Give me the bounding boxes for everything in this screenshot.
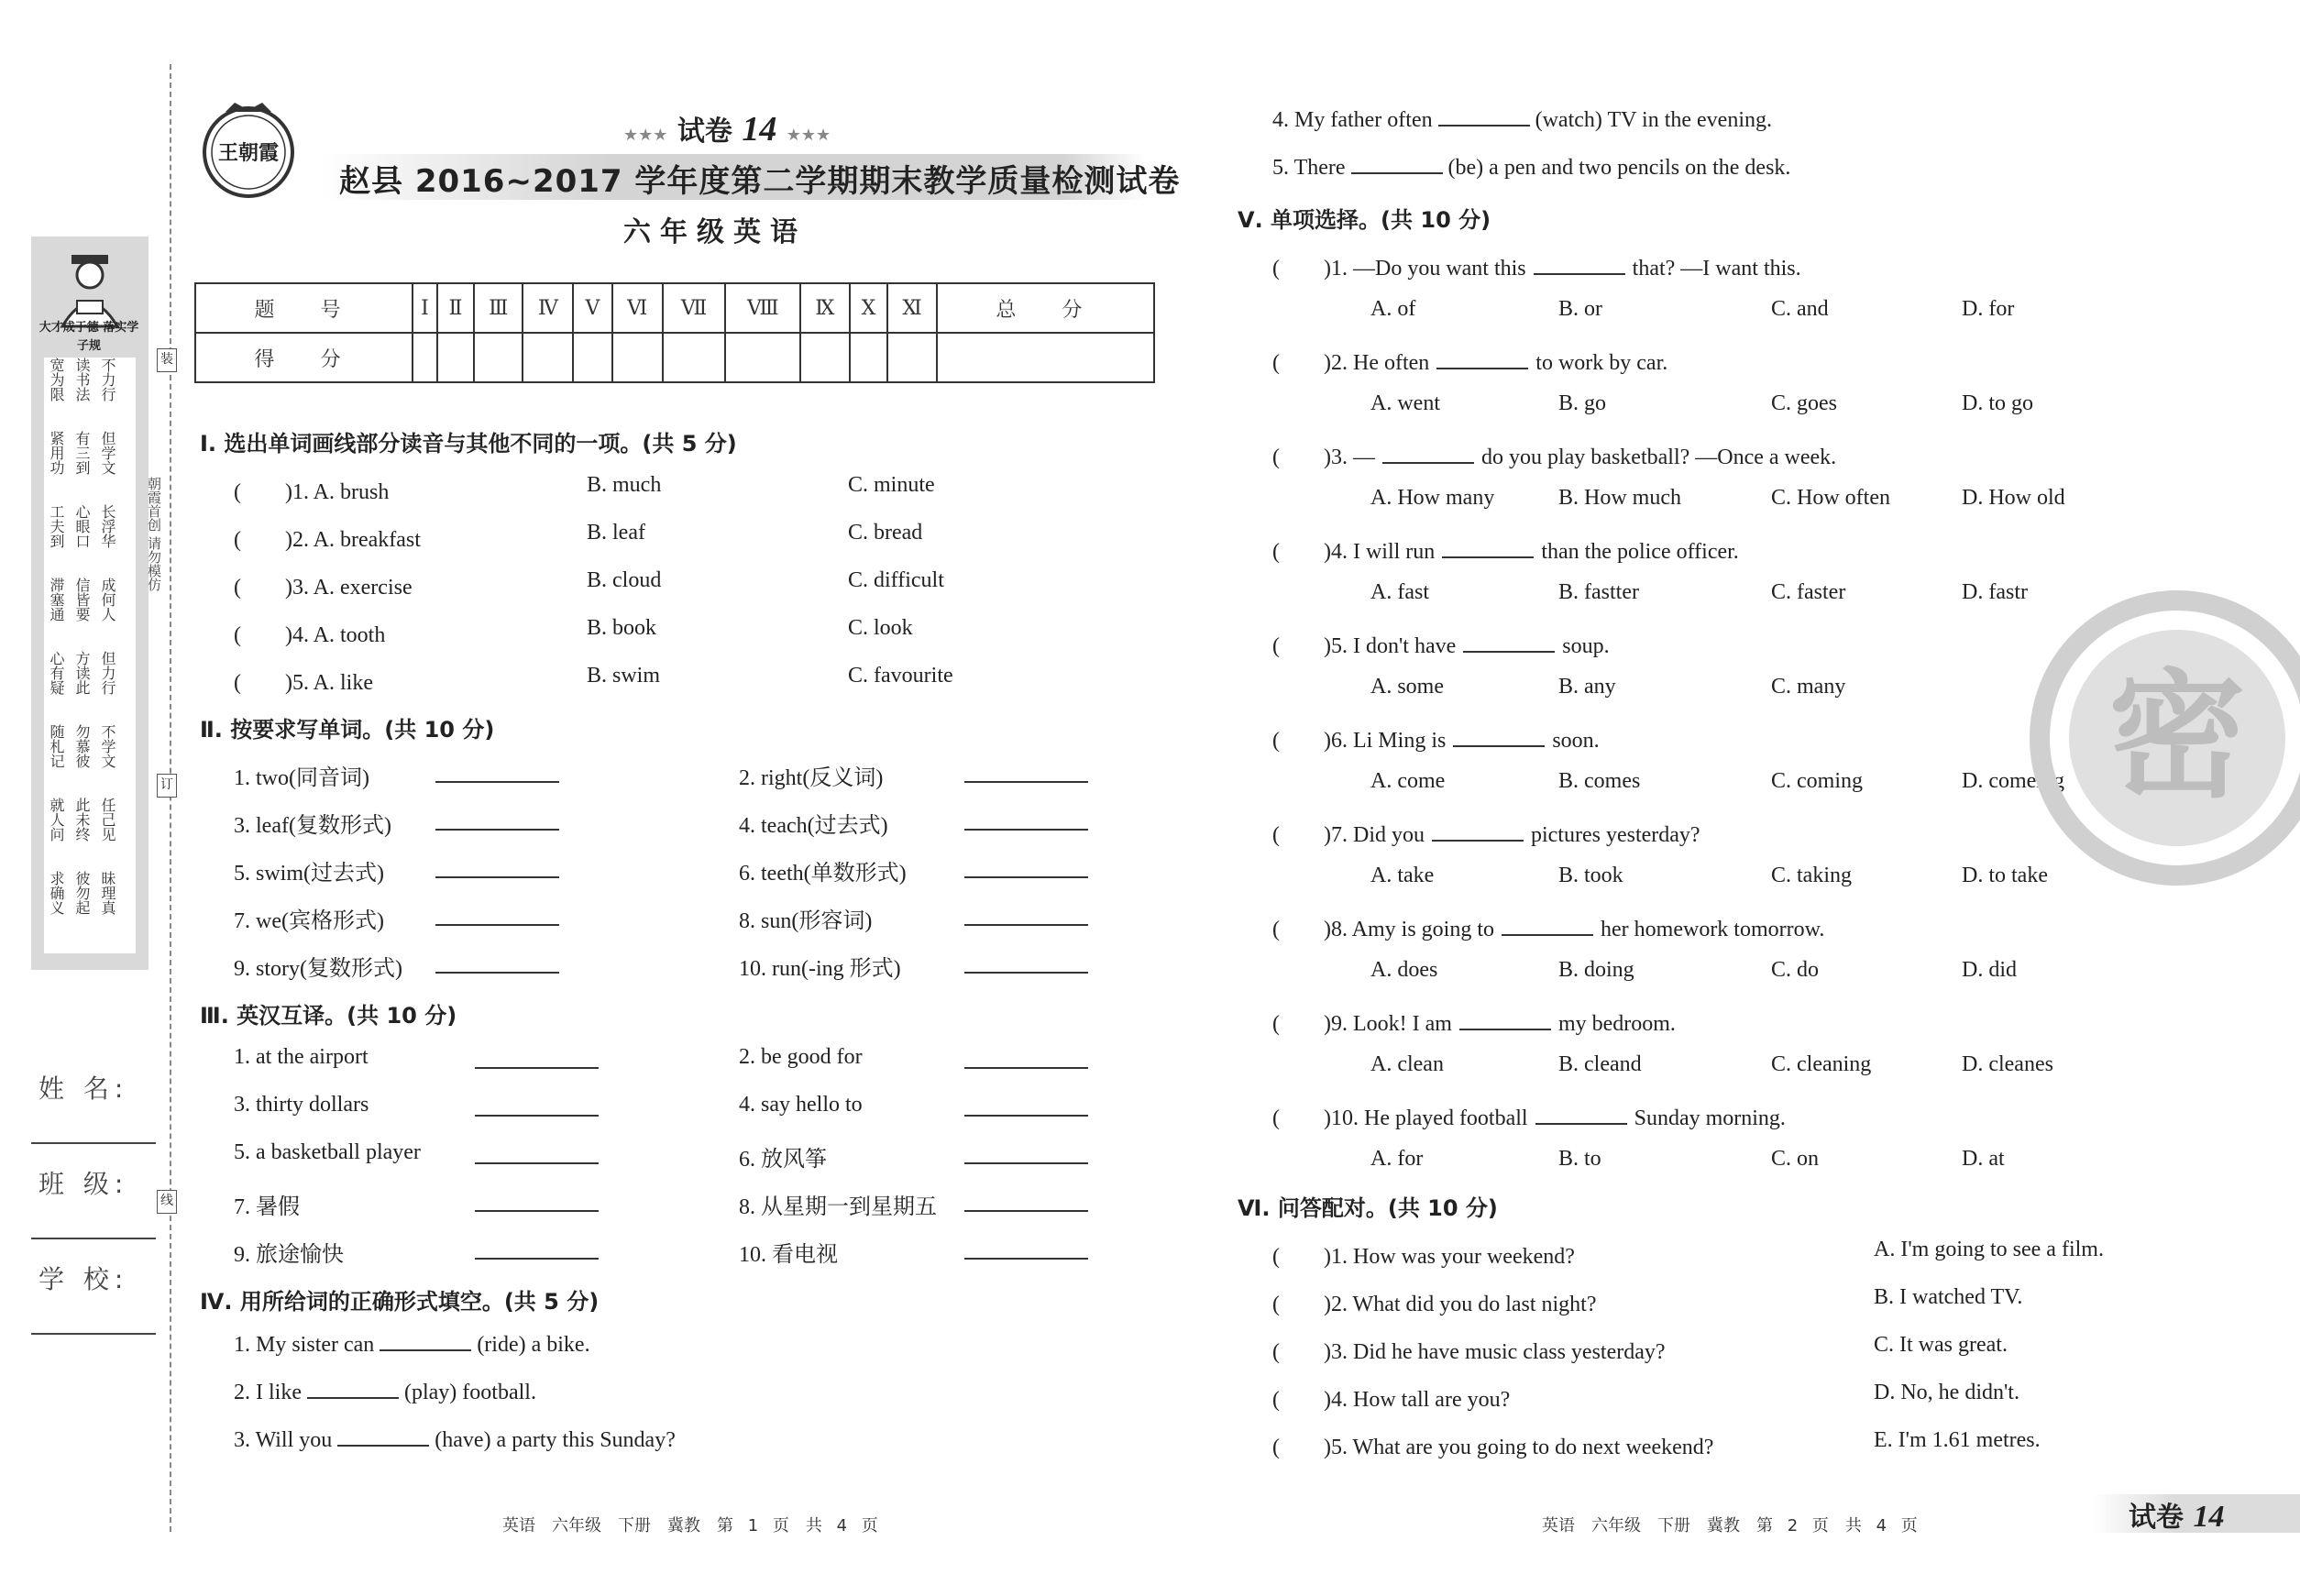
mc-question-tail: that? —I want this. bbox=[1632, 257, 1801, 281]
mc-option[interactable]: D. did bbox=[1962, 958, 2017, 982]
answer-line[interactable] bbox=[964, 1115, 1088, 1117]
footer-left: 英语 六年级 下册 冀教 第 1 页 共 4 页 bbox=[502, 1516, 878, 1535]
answer-line[interactable] bbox=[475, 1258, 599, 1260]
score-cell[interactable] bbox=[612, 333, 663, 382]
motto-column: 工夫到 bbox=[48, 504, 65, 548]
mc-question bbox=[1272, 721, 1600, 754]
mc-option[interactable]: C. coming bbox=[1771, 769, 1863, 793]
test-label: 试卷 bbox=[677, 116, 732, 148]
motto-column: 长浮华 bbox=[99, 504, 116, 548]
score-table-header-cell: Ⅴ bbox=[573, 283, 611, 333]
score-cell[interactable] bbox=[800, 333, 849, 382]
mc-question-tail: soon. bbox=[1552, 729, 1600, 753]
answer-line[interactable] bbox=[964, 829, 1088, 831]
seal-char-3: 线 bbox=[157, 1190, 177, 1214]
answer-line[interactable] bbox=[435, 876, 559, 878]
mc-question-stem: ( )3. — bbox=[1272, 446, 1375, 469]
score-table-header-cell: 题 号 bbox=[195, 283, 413, 333]
confidential-stamp bbox=[2026, 587, 2300, 889]
question-prompt: 1. at the airport bbox=[234, 1045, 369, 1069]
fill-blank-prompt: 5. There bbox=[1272, 156, 1346, 180]
motto-column: 不力行 bbox=[99, 358, 116, 402]
score-cell[interactable] bbox=[437, 333, 474, 382]
question-prompt: 10. run(-ing 形式) bbox=[739, 957, 901, 981]
score-cell[interactable] bbox=[850, 333, 888, 382]
mc-question bbox=[1272, 438, 1836, 470]
answer-line[interactable] bbox=[964, 781, 1088, 783]
mc-question-stem: ( )6. Li Ming is bbox=[1272, 729, 1447, 753]
score-table-header-cell: Ⅷ bbox=[725, 283, 800, 333]
motto-column: 宽为限 bbox=[48, 358, 65, 402]
question-prompt: 9. 旅途愉快 bbox=[234, 1243, 344, 1267]
motto-column: 不学文 bbox=[99, 724, 116, 768]
fill-blank-prompt: 2. I like bbox=[234, 1381, 302, 1404]
mc-option[interactable]: C. faster bbox=[1771, 580, 1846, 604]
mc-question-tail: soup. bbox=[1562, 634, 1610, 658]
question-prompt: 2. be good for bbox=[739, 1045, 863, 1069]
mc-question-stem: ( )5. I don't have bbox=[1272, 634, 1457, 658]
mc-question-tail: than the police officer. bbox=[1541, 540, 1739, 564]
mc-question-tail: do you play basketball? —Once a week. bbox=[1480, 446, 1837, 469]
class-field[interactable] bbox=[31, 1238, 156, 1239]
fill-blank-item bbox=[1272, 154, 1790, 181]
choice-option: C. bread bbox=[848, 521, 923, 545]
exam-subtitle: 六年级英语 bbox=[623, 216, 807, 248]
motto-column: 昧理真 bbox=[99, 871, 116, 915]
fill-blank-hint: (watch) TV in the evening. bbox=[1535, 108, 1772, 132]
answer-blank[interactable] bbox=[1351, 154, 1443, 174]
answer-line[interactable] bbox=[475, 1067, 599, 1069]
fill-blank-hint: (be) a pen and two pencils on the desk. bbox=[1447, 156, 1791, 180]
fill-blank-item bbox=[1272, 106, 1772, 133]
mc-option[interactable]: B. fastter bbox=[1558, 580, 1639, 604]
mc-option[interactable]: D. at bbox=[1962, 1147, 2005, 1171]
mc-option[interactable]: A. take bbox=[1370, 864, 1435, 887]
motto-column: 心眼口 bbox=[73, 504, 91, 548]
mc-option[interactable]: A. some bbox=[1370, 675, 1444, 699]
mc-option[interactable]: C. taking bbox=[1771, 864, 1852, 887]
match-answer: E. I'm 1.61 metres. bbox=[1874, 1428, 2041, 1452]
motto-column: 成何人 bbox=[99, 578, 116, 622]
choice-option: ( )3. A. exercise bbox=[234, 576, 413, 600]
answer-line[interactable] bbox=[475, 1115, 599, 1117]
choice-option: ( )2. A. breakfast bbox=[234, 528, 421, 552]
section-3-title: Ⅲ. 英汉互译。(共 10 分) bbox=[200, 1003, 457, 1029]
fill-blank-item bbox=[234, 1331, 590, 1358]
mc-question bbox=[1272, 627, 1610, 659]
mc-option[interactable]: D. cleanes bbox=[1962, 1052, 2053, 1076]
question-prompt: 8. 从星期一到星期五 bbox=[739, 1195, 937, 1219]
question-prompt: 9. story(复数形式) bbox=[234, 957, 402, 981]
tag-label: 试卷 bbox=[2129, 1502, 2184, 1534]
answer-blank[interactable] bbox=[1382, 444, 1474, 464]
score-cell[interactable] bbox=[937, 333, 1154, 382]
mc-option[interactable]: C. and bbox=[1771, 297, 1829, 321]
question-prompt: 6. 放风筝 bbox=[739, 1148, 827, 1172]
mc-option[interactable]: D. for bbox=[1962, 297, 2015, 321]
mc-option[interactable]: A. went bbox=[1370, 391, 1440, 415]
answer-line[interactable] bbox=[964, 972, 1088, 974]
answer-line[interactable] bbox=[964, 1210, 1088, 1212]
mc-option[interactable]: A. How many bbox=[1370, 486, 1495, 510]
mc-option[interactable]: D. comeing bbox=[1962, 769, 2064, 793]
mc-option[interactable]: B. any bbox=[1558, 675, 1616, 699]
mc-option[interactable]: B. to bbox=[1558, 1147, 1601, 1171]
answer-blank[interactable] bbox=[1432, 821, 1524, 842]
test-tag-text bbox=[2129, 1494, 2224, 1535]
fill-blank-hint: (have) a party this Sunday? bbox=[435, 1428, 676, 1452]
match-question: ( )4. How tall are you? bbox=[1272, 1388, 1511, 1412]
fill-blank-prompt: 1. My sister can bbox=[234, 1333, 375, 1357]
question-prompt: 5. a basketball player bbox=[234, 1140, 421, 1164]
choice-option: C. favourite bbox=[848, 664, 953, 688]
choice-option: ( )1. A. brush bbox=[234, 480, 390, 504]
motto-column: 信皆要 bbox=[73, 578, 91, 622]
motto-column: 求确义 bbox=[48, 871, 65, 915]
mc-question-tail: Sunday morning. bbox=[1634, 1106, 1786, 1130]
answer-blank[interactable] bbox=[1436, 349, 1528, 369]
score-cell[interactable] bbox=[663, 333, 726, 382]
match-question: ( )3. Did he have music class yesterday? bbox=[1272, 1340, 1666, 1364]
match-answer: A. I'm going to see a film. bbox=[1874, 1238, 2104, 1261]
motto-column: 但学文 bbox=[99, 431, 116, 475]
mc-option[interactable]: C. How often bbox=[1771, 486, 1890, 510]
mc-option[interactable]: A. does bbox=[1370, 958, 1438, 982]
mc-option[interactable]: D. fastr bbox=[1962, 580, 2028, 604]
school-label: 学 校: bbox=[39, 1264, 129, 1294]
fill-blank-hint: (play) football. bbox=[403, 1381, 536, 1404]
section-1-title: Ⅰ. 选出单词画线部分读音与其他不同的一项。(共 5 分) bbox=[200, 431, 737, 457]
motto-column: 方读此 bbox=[73, 651, 91, 695]
match-answer: D. No, he didn't. bbox=[1874, 1381, 2019, 1404]
mc-question-stem: ( )4. I will run bbox=[1272, 540, 1436, 564]
answer-line[interactable] bbox=[435, 781, 559, 783]
mc-question-tail: my bedroom. bbox=[1557, 1012, 1676, 1036]
answer-blank[interactable] bbox=[1442, 538, 1534, 558]
score-table-header-cell: Ⅳ bbox=[523, 283, 573, 333]
score-cell[interactable] bbox=[474, 333, 523, 382]
mc-option[interactable]: A. for bbox=[1370, 1147, 1424, 1171]
mc-option[interactable]: A. come bbox=[1370, 769, 1446, 793]
answer-line[interactable] bbox=[964, 1162, 1088, 1164]
question-prompt: 1. two(同音词) bbox=[234, 766, 369, 790]
mc-option[interactable]: D. to go bbox=[1962, 391, 2033, 415]
mc-option[interactable]: B. or bbox=[1558, 297, 1602, 321]
question-prompt: 4. say hello to bbox=[739, 1093, 863, 1117]
answer-blank[interactable] bbox=[1535, 1105, 1627, 1125]
choice-option: ( )5. A. like bbox=[234, 671, 373, 695]
brand-logo bbox=[198, 99, 299, 200]
mc-option[interactable]: A. clean bbox=[1370, 1052, 1444, 1076]
choice-option: C. difficult bbox=[848, 568, 944, 592]
choice-option: C. look bbox=[848, 616, 913, 640]
score-table-header-cell: Ⅵ bbox=[612, 283, 663, 333]
fill-blank-item bbox=[234, 1426, 676, 1453]
answer-blank[interactable] bbox=[1459, 1010, 1551, 1030]
mc-option[interactable]: B. comes bbox=[1558, 769, 1641, 793]
answer-line[interactable] bbox=[964, 876, 1088, 878]
question-prompt: 2. right(反义词) bbox=[739, 766, 884, 790]
motto-text-area bbox=[44, 358, 136, 953]
name-label: 姓 名: bbox=[39, 1073, 129, 1104]
choice-option: C. minute bbox=[848, 473, 935, 497]
answer-blank[interactable] bbox=[1453, 727, 1545, 747]
motto-column: 任己见 bbox=[99, 798, 116, 842]
section-2-title: Ⅱ. 按要求写单词。(共 10 分) bbox=[200, 717, 495, 743]
mc-option[interactable]: C. on bbox=[1771, 1147, 1820, 1171]
fill-blank-hint: (ride) a bike. bbox=[477, 1333, 590, 1357]
answer-blank[interactable] bbox=[380, 1331, 471, 1351]
seal-char-2: 订 bbox=[157, 774, 177, 798]
score-table-header-cell: 总 分 bbox=[937, 283, 1154, 333]
answer-line[interactable] bbox=[964, 1258, 1088, 1260]
stamp-text: 密 bbox=[2107, 657, 2247, 817]
motto-column: 但力行 bbox=[99, 651, 116, 695]
mc-question-stem: ( )2. He often bbox=[1272, 351, 1430, 375]
score-table-header-cell: Ⅺ bbox=[887, 283, 937, 333]
score-table-header-cell: Ⅸ bbox=[800, 283, 849, 333]
section-5-title: Ⅴ. 单项选择。(共 10 分) bbox=[1238, 207, 1491, 233]
tag-number: 14 bbox=[2193, 1500, 2225, 1534]
mc-question-stem: ( )8. Amy is going to bbox=[1272, 918, 1495, 941]
mc-option[interactable]: C. cleaning bbox=[1771, 1052, 1872, 1076]
mc-option[interactable]: C. do bbox=[1771, 958, 1820, 982]
fill-blank-item bbox=[234, 1379, 536, 1405]
motto-column: 紧用功 bbox=[48, 431, 65, 475]
fill-blank-prompt: 3. Will you bbox=[234, 1428, 333, 1452]
answer-line[interactable] bbox=[435, 972, 559, 974]
mc-question bbox=[1272, 910, 1824, 942]
motto-title: 大才成于德 落实学子规 bbox=[39, 321, 139, 353]
answer-blank[interactable] bbox=[1502, 916, 1593, 936]
seal-char-1: 装 bbox=[157, 348, 177, 372]
motto-column: 就人问 bbox=[48, 798, 65, 842]
question-prompt: 7. we(宾格形式) bbox=[234, 909, 384, 933]
question-prompt: 4. teach(过去式) bbox=[739, 814, 888, 838]
choice-option: B. leaf bbox=[587, 521, 645, 545]
footer-right: 英语 六年级 下册 冀教 第 2 页 共 4 页 bbox=[1542, 1516, 1918, 1535]
answer-blank[interactable] bbox=[307, 1379, 399, 1399]
score-table-header-cell: Ⅹ bbox=[850, 283, 888, 333]
mc-question-tail: her homework tomorrow. bbox=[1601, 918, 1825, 941]
answer-line[interactable] bbox=[475, 1162, 599, 1164]
choice-option: B. book bbox=[587, 616, 657, 640]
answer-line[interactable] bbox=[435, 829, 559, 831]
question-prompt: 6. teeth(单数形式) bbox=[739, 862, 907, 886]
match-question: ( )5. What are you going to do next weekend? bbox=[1272, 1436, 1714, 1459]
mc-question-tail: to work by car. bbox=[1535, 351, 1668, 375]
score-table-header-cell: Ⅶ bbox=[663, 283, 726, 333]
score-table-header-cell: Ⅲ bbox=[474, 283, 523, 333]
logo-text: 王朝霞 bbox=[217, 141, 280, 165]
question-prompt: 3. leaf(复数形式) bbox=[234, 814, 391, 838]
match-question: ( )2. What did you do last night? bbox=[1272, 1293, 1597, 1316]
mc-question-stem: ( )9. Look! I am bbox=[1272, 1012, 1452, 1036]
motto-column: 滞塞通 bbox=[48, 578, 65, 622]
fill-blank-prompt: 4. My father often bbox=[1272, 108, 1433, 132]
mc-question bbox=[1272, 1005, 1676, 1037]
mc-option[interactable]: D. to take bbox=[1962, 864, 2048, 887]
mc-question bbox=[1272, 533, 1739, 565]
mc-option[interactable]: D. How old bbox=[1962, 486, 2065, 510]
answer-line[interactable] bbox=[435, 924, 559, 926]
mc-option[interactable]: B. How much bbox=[1558, 486, 1681, 510]
test-number: ★★★ 试卷 14 ★★★ bbox=[623, 110, 831, 149]
class-label: 班 级: bbox=[39, 1169, 129, 1199]
answer-line[interactable] bbox=[475, 1210, 599, 1212]
copyright-note: 朝霞首创 请勿模仿 bbox=[146, 477, 162, 591]
question-prompt: 10. 看电视 bbox=[739, 1243, 838, 1267]
answer-blank[interactable] bbox=[1438, 106, 1530, 127]
mc-question-stem: ( )10. He played football bbox=[1272, 1106, 1528, 1130]
match-answer: C. It was great. bbox=[1874, 1333, 2008, 1357]
mc-question-stem: ( )1. —Do you want this bbox=[1272, 257, 1526, 281]
score-table-header-cell: Ⅱ bbox=[437, 283, 474, 333]
mc-question bbox=[1272, 249, 1801, 281]
choice-option: ( )4. A. tooth bbox=[234, 623, 386, 647]
answer-line[interactable] bbox=[964, 924, 1088, 926]
exam-title: 赵县 2016~2017 学年度第二学期期末教学质量检测试卷 bbox=[339, 163, 1181, 200]
motto-column: 此未终 bbox=[73, 798, 91, 842]
score-cell[interactable] bbox=[725, 333, 800, 382]
score-table-row-label: 得 分 bbox=[195, 333, 413, 382]
motto-column: 随札记 bbox=[48, 724, 65, 768]
answer-blank[interactable] bbox=[1534, 255, 1625, 275]
motto-column: 读书法 bbox=[73, 358, 91, 402]
test-number-value: 14 bbox=[742, 110, 777, 149]
match-answer: B. I watched TV. bbox=[1874, 1285, 2023, 1309]
answer-blank[interactable] bbox=[1463, 633, 1555, 653]
question-prompt: 8. sun(形容词) bbox=[739, 909, 873, 933]
motto-column: 彼勿起 bbox=[73, 871, 91, 915]
mc-option[interactable]: A. of bbox=[1370, 297, 1416, 321]
choice-option: B. much bbox=[587, 473, 662, 497]
mc-option[interactable]: B. go bbox=[1558, 391, 1607, 415]
motto-column: 有三到 bbox=[73, 431, 91, 475]
motto-column: 心有疑 bbox=[48, 651, 65, 695]
mc-question bbox=[1272, 1099, 1786, 1131]
answer-blank[interactable] bbox=[337, 1426, 429, 1447]
mc-option[interactable]: C. goes bbox=[1771, 391, 1837, 415]
mc-question bbox=[1272, 816, 1700, 848]
score-cell[interactable] bbox=[523, 333, 573, 382]
binding-line bbox=[170, 64, 171, 1532]
score-cell[interactable] bbox=[573, 333, 611, 382]
choice-option: B. cloud bbox=[587, 568, 662, 592]
score-table-header-cell: Ⅰ bbox=[413, 283, 437, 333]
score-table bbox=[194, 282, 1155, 383]
name-field[interactable] bbox=[31, 1142, 156, 1144]
score-cell[interactable] bbox=[887, 333, 937, 382]
section-4-title: Ⅳ. 用所给词的正确形式填空。(共 5 分) bbox=[200, 1289, 600, 1315]
mc-option[interactable]: B. took bbox=[1558, 864, 1623, 887]
mc-question-stem: ( )7. Did you bbox=[1272, 823, 1425, 847]
motto-column: 勿慕彼 bbox=[73, 724, 91, 768]
score-cell[interactable] bbox=[413, 333, 437, 382]
section-6-title: Ⅵ. 问答配对。(共 10 分) bbox=[1238, 1195, 1498, 1221]
school-field[interactable] bbox=[31, 1333, 156, 1335]
mc-question bbox=[1272, 344, 1667, 376]
mc-option[interactable]: C. many bbox=[1771, 675, 1846, 699]
mc-option[interactable]: A. fast bbox=[1370, 580, 1429, 604]
question-prompt: 7. 暑假 bbox=[234, 1195, 300, 1219]
mc-question-tail: pictures yesterday? bbox=[1530, 823, 1700, 847]
match-question: ( )1. How was your weekend? bbox=[1272, 1245, 1575, 1269]
choice-option: B. swim bbox=[587, 664, 661, 688]
question-prompt: 3. thirty dollars bbox=[234, 1093, 369, 1117]
mc-option[interactable]: B. cleand bbox=[1558, 1052, 1642, 1076]
answer-line[interactable] bbox=[964, 1067, 1088, 1069]
mc-option[interactable]: B. doing bbox=[1558, 958, 1634, 982]
question-prompt: 5. swim(过去式) bbox=[234, 862, 384, 886]
